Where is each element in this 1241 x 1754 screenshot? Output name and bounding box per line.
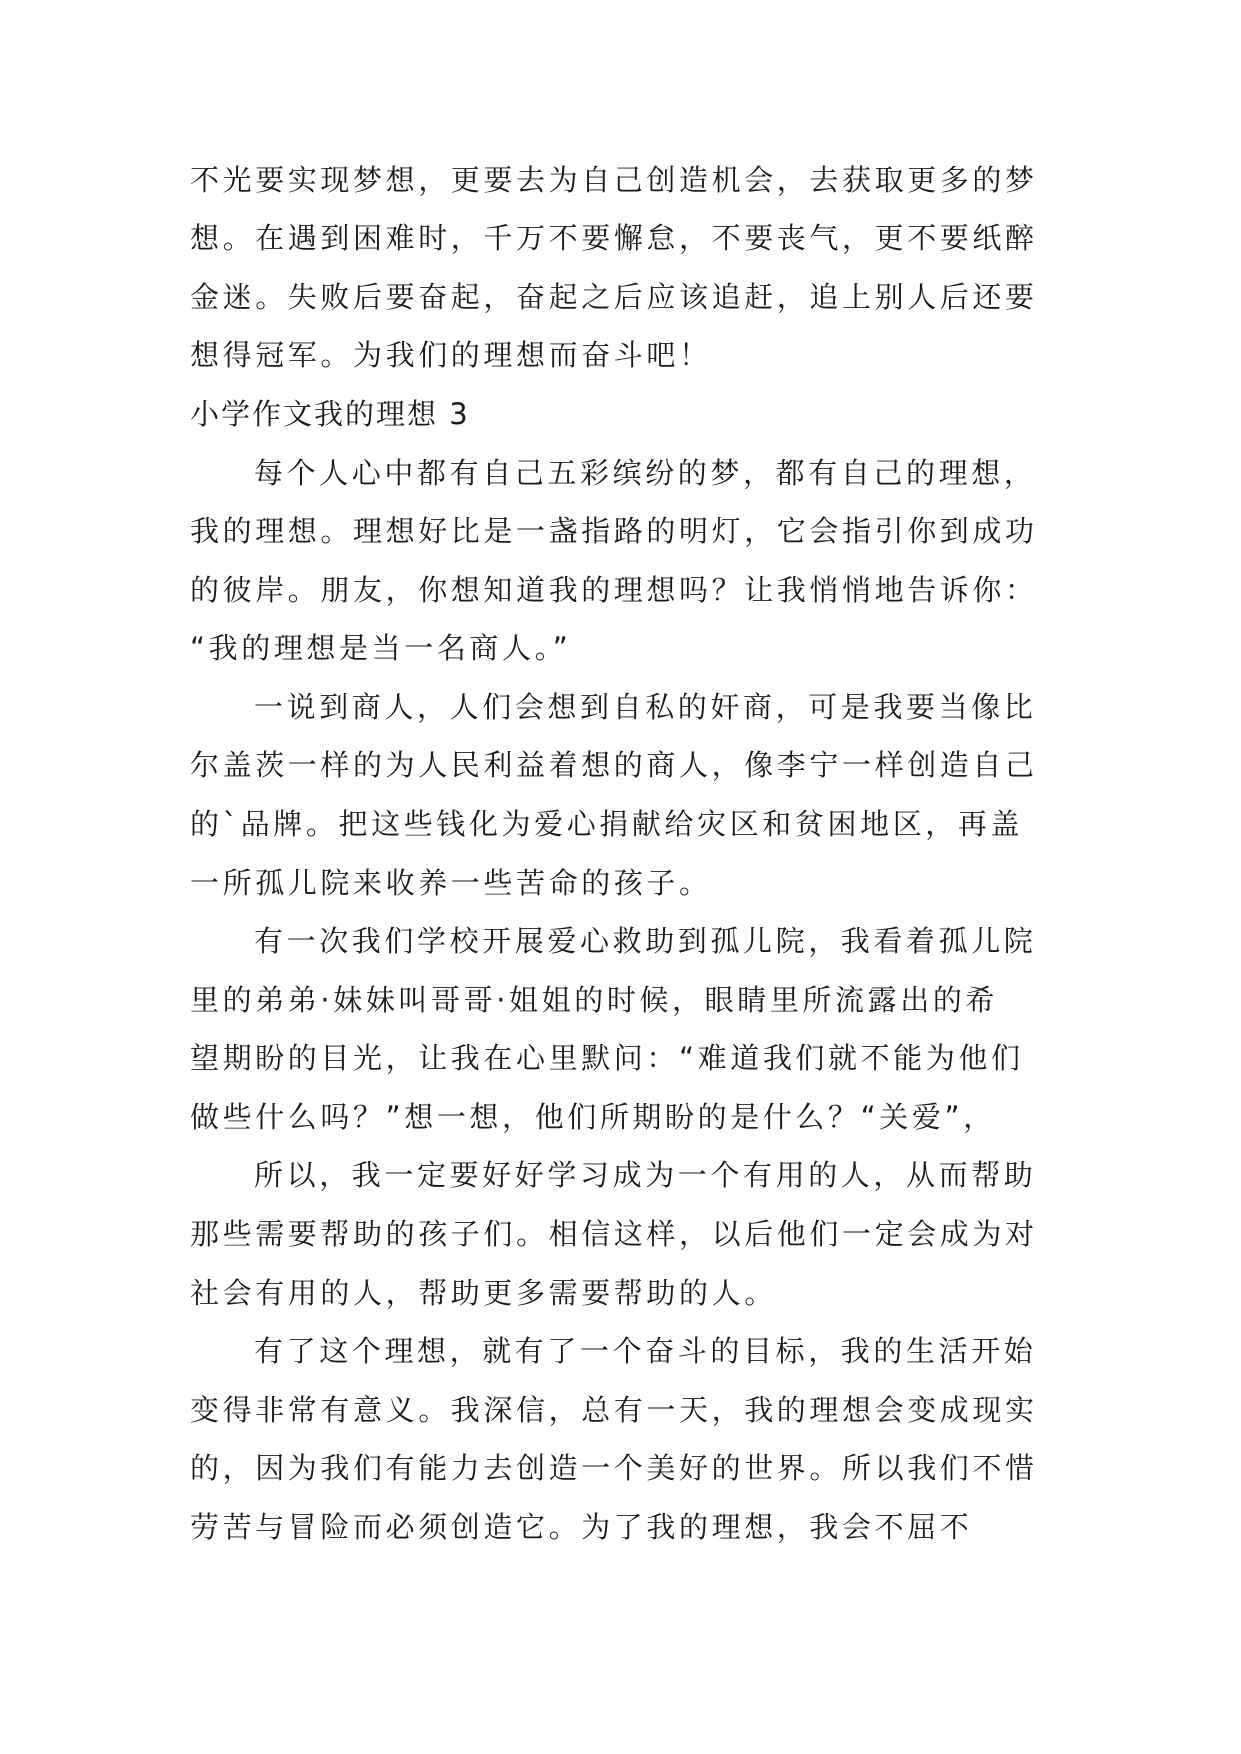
text-line: 那些需要帮助的孩子们。相信这样，以后他们一定会成为对 — [190, 1217, 1038, 1251]
text-line: 有一次我们学校开展爱心救助到孤儿院，我看着孤儿院 — [254, 924, 1037, 958]
text-line: 的，因为我们有能力去创造一个美好的世界。所以我们不惜 — [190, 1451, 1038, 1485]
text-line: 里的弟弟·妹妹叫哥哥·姐姐的时候，眼睛里所流露出的希 — [190, 983, 999, 1017]
text-line: 每个人心中都有自己五彩缤纷的梦，都有自己的理想， — [254, 456, 1037, 490]
text-line: 想得冠军。为我们的理想而奋斗吧！ — [190, 338, 712, 372]
text-line: 的彼岸。朋友，你想知道我的理想吗？让我悄悄地告诉你： — [190, 573, 1038, 607]
text-line: 一所孤儿院来收养一些苦命的孩子。 — [190, 866, 712, 900]
text-line: 金迷。失败后要奋起，奋起之后应该追赶，追上别人后还要 — [190, 280, 1038, 314]
text-line: 劳苦与冒险而必须创造它。为了我的理想，我会不屈不 — [190, 1510, 973, 1544]
text-line: 做些什么吗？”想一想，他们所期盼的是什么？“关爱”， — [190, 1100, 996, 1134]
section-heading: 小学作文我的理想 3 — [190, 397, 470, 431]
text-line: 的`品牌。把这些钱化为爱心捐献给灾区和贫困地区，再盖 — [190, 807, 1024, 841]
text-line: 我的理想。理想好比是一盏指路的明灯，它会指引你到成功 — [190, 514, 1038, 548]
text-line: 变得非常有意义。我深信，总有一天，我的理想会变成现实 — [190, 1393, 1038, 1427]
text-line: 一说到商人，人们会想到自私的奸商，可是我要当像比 — [254, 690, 1037, 724]
text-line: 尔盖茨一样的为人民利益着想的商人，像李宁一样创造自己 — [190, 748, 1038, 782]
text-line: 所以，我一定要好好学习成为一个有用的人，从而帮助 — [254, 1158, 1037, 1192]
text-line: 有了这个理想，就有了一个奋斗的目标，我的生活开始 — [254, 1334, 1037, 1368]
text-line: 想。在遇到困难时，千万不要懈怠，不要丧气，更不要纸醉 — [190, 221, 1038, 255]
text-line: 望期盼的目光，让我在心里默问：“难道我们就不能为他们 — [190, 1041, 1024, 1075]
text-line: 社会有用的人，帮助更多需要帮助的人。 — [190, 1276, 777, 1310]
text-line: 不光要实现梦想，更要去为自己创造机会，去获取更多的梦 — [190, 163, 1038, 197]
text-line: “我的理想是当一名商人。” — [190, 631, 572, 665]
